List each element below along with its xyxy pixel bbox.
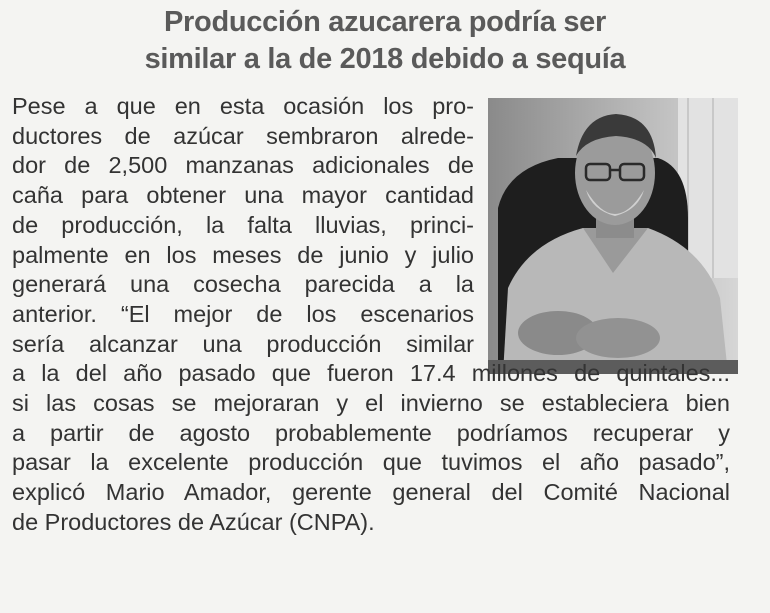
body-line: generará una cosecha parecida a la bbox=[12, 271, 474, 298]
body-line: dor de 2,500 manzanas adicionales de bbox=[12, 152, 474, 179]
body-line: palmente en los meses de junio y julio bbox=[12, 241, 474, 268]
body-line: ductores de azúcar sembraron alrede- bbox=[12, 122, 474, 149]
article-body bbox=[12, 92, 742, 538]
headline-line-2: similar a la de 2018 debido a sequía bbox=[144, 43, 626, 75]
body-line: caña para obtener una mayor cantidad bbox=[12, 182, 474, 209]
article-headline bbox=[0, 4, 770, 78]
body-line: pasar la excelente producción que tuvimos el año pasado”, bbox=[12, 449, 730, 476]
headline-line-1: Producción azucarera podría ser bbox=[164, 6, 606, 38]
body-line: de Productores de Azúcar (CNPA). bbox=[12, 508, 375, 535]
body-line: si las cosas se mejoraran y el invierno se estableciera bien bbox=[12, 390, 730, 417]
body-line: Pese a que en esta ocasión los pro- bbox=[12, 93, 474, 119]
body-line: explicó Mario Amador, gerente general del Comité Nacional bbox=[12, 479, 730, 506]
body-line: sería alcanzar una producción similar bbox=[12, 330, 474, 357]
body-line: anterior. “El mejor de los escenarios bbox=[12, 300, 474, 327]
body-line: de producción, la falta lluvias, princi- bbox=[12, 211, 474, 238]
body-line: a partir de agosto probablemente podríamos recuperar y bbox=[12, 419, 730, 446]
body-line: a la del año pasado que fueron 17.4 millones de quintales... bbox=[12, 360, 730, 387]
